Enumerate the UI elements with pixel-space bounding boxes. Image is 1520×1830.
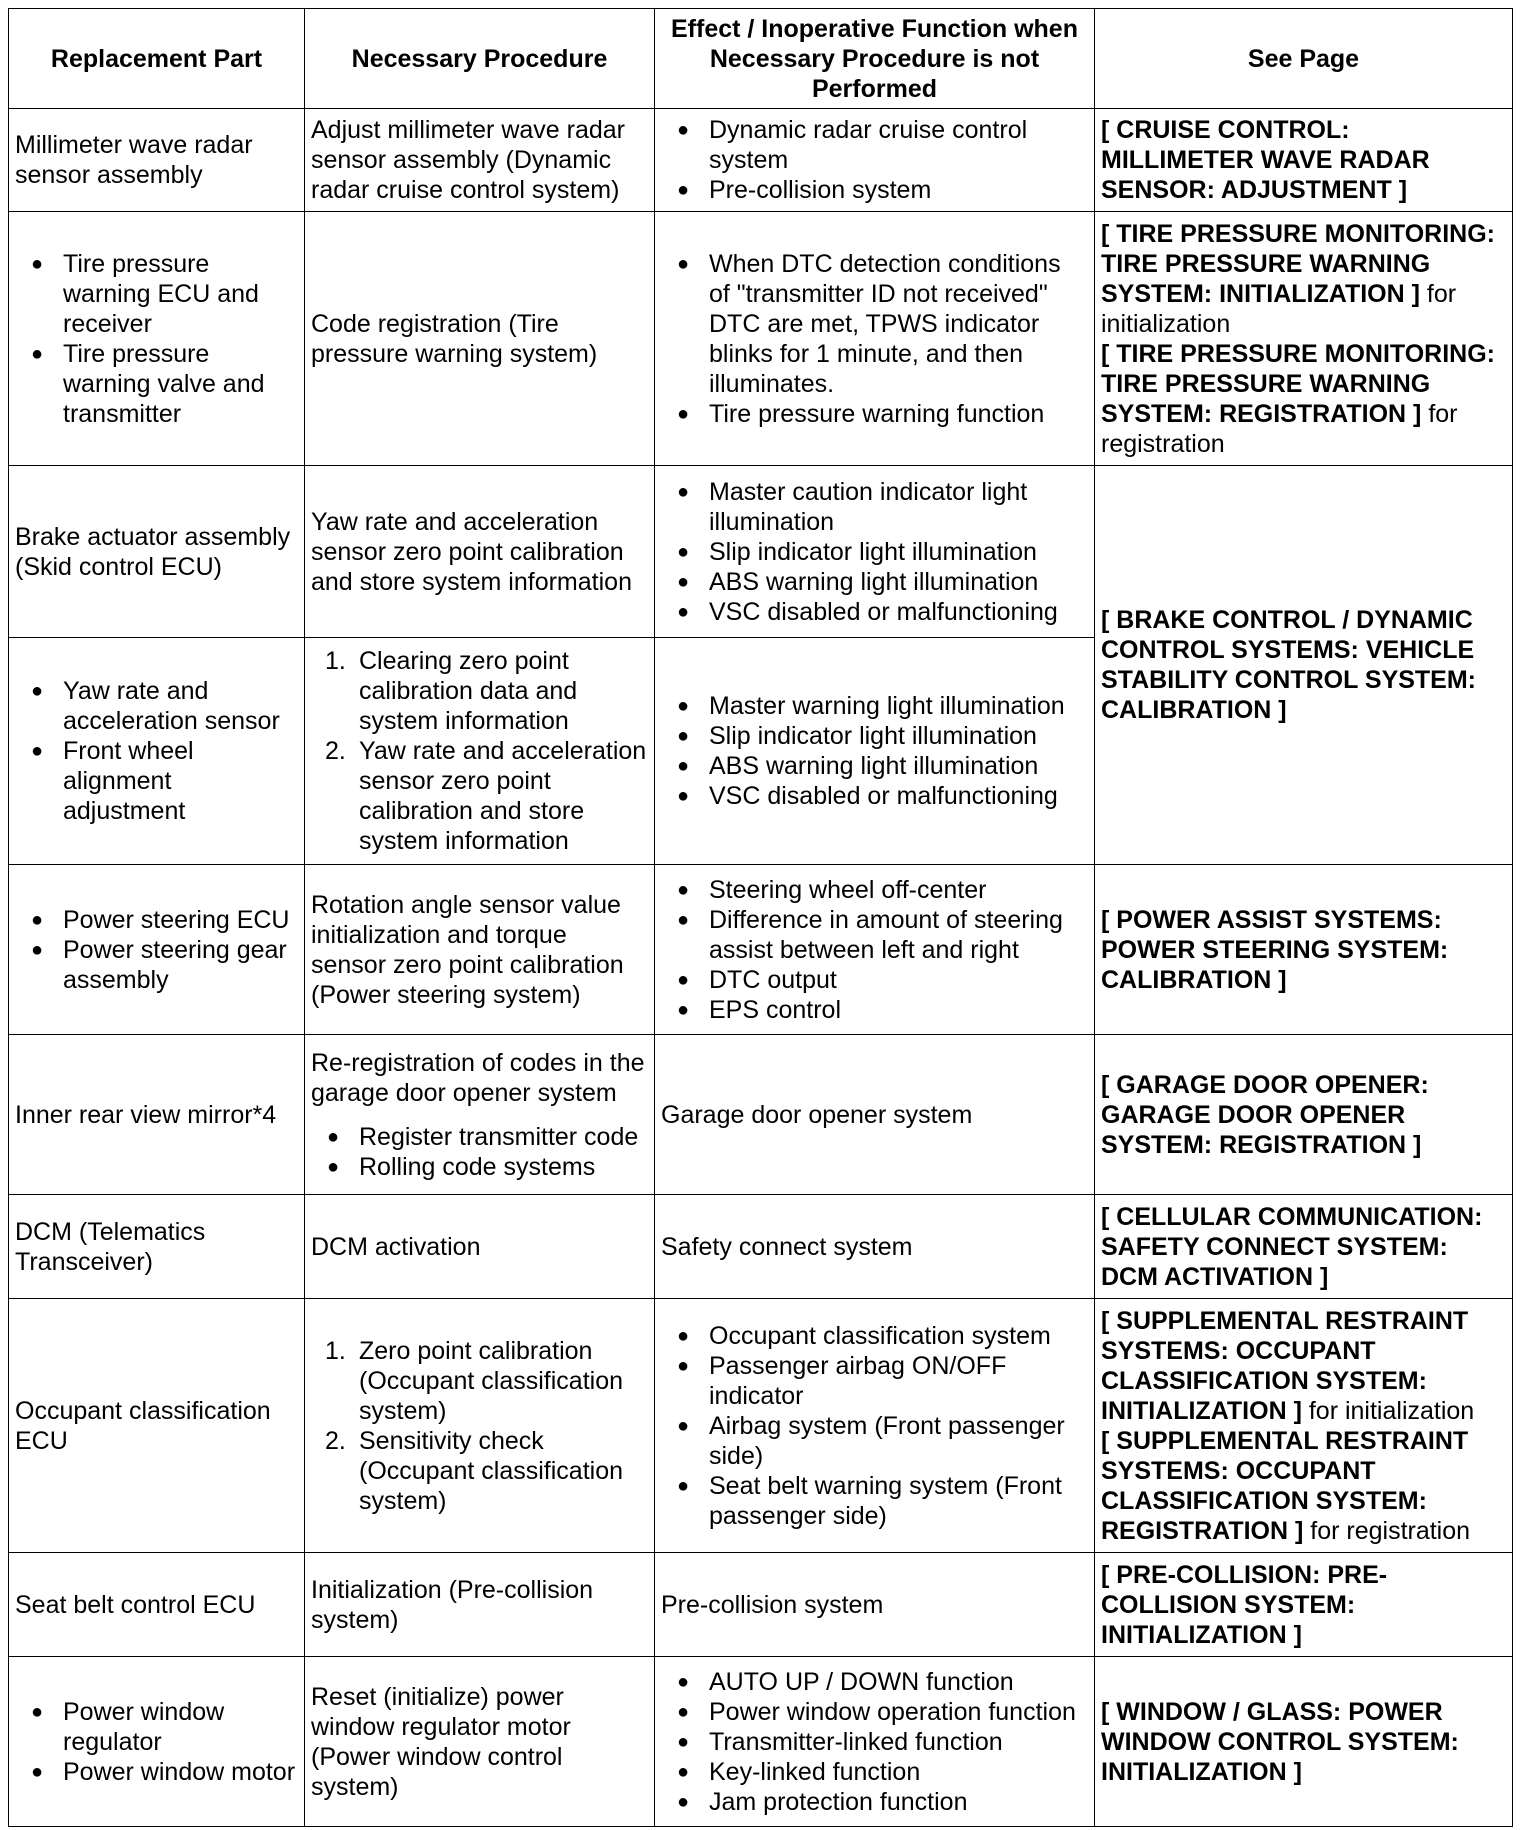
see-page-note: for registration xyxy=(1303,1516,1471,1545)
see-page-link[interactable]: [ CELLULAR COMMUNICATION: SAFETY CONNECT SYSTEM: DCM ACTIVATION ] xyxy=(1101,1202,1483,1291)
part-cell: Seat belt control ECU xyxy=(9,1553,305,1657)
see-page-link[interactable]: [ POWER ASSIST SYSTEMS: POWER STEERING SYSTEM: CALIBRATION ] xyxy=(1101,905,1449,994)
part-item: ● Power window regulator xyxy=(15,1697,298,1757)
procedure-cell: Rotation angle sensor value initialization and torque sensor zero point calibration (Power steering system) xyxy=(305,865,655,1035)
header-necessary-procedure: Necessary Procedure xyxy=(305,9,655,109)
part-cell: DCM (Telematics Transceiver) xyxy=(9,1195,305,1299)
part-item: ● Power steering ECU xyxy=(15,905,298,935)
effect-cell xyxy=(655,466,1095,638)
header-replacement-part: Replacement Part xyxy=(9,9,305,109)
effect-item: ● EPS control xyxy=(661,995,1088,1025)
procedure-step: 1. Zero point calibration (Occupant classification system) xyxy=(325,1336,624,1425)
see-page-link[interactable]: [ BRAKE CONTROL / DYNAMIC CONTROL SYSTEMS: VEHICLE STABILITY CONTROL SYSTEM: CALIBRATION ] xyxy=(1101,606,1477,724)
effect-item: ● Tire pressure warning function xyxy=(661,399,1088,429)
effect-item: ● Passenger airbag ON/OFF indicator xyxy=(661,1351,1088,1411)
procedure-step: 1. Clearing zero point calibration data and system information xyxy=(325,647,578,735)
table-row xyxy=(9,212,1513,466)
effect-item: ● DTC output xyxy=(661,965,1088,995)
see-page-note: for initialization xyxy=(1101,279,1457,338)
procedure-cell: DCM activation xyxy=(305,1195,655,1299)
procedure-cell xyxy=(305,638,655,865)
effect-item: ● Key-linked function xyxy=(661,1757,1088,1787)
procedure-item: ● Rolling code systems xyxy=(311,1152,648,1182)
part-cell: Inner rear view mirror*4 xyxy=(9,1035,305,1195)
see-page-link[interactable]: [ TIRE PRESSURE MONITORING: TIRE PRESSURE WARNING SYSTEM: INITIALIZATION ] xyxy=(1101,219,1496,308)
effect-item: ● Occupant classification system xyxy=(661,1321,1088,1351)
procedure-cell xyxy=(305,1035,655,1195)
part-cell xyxy=(9,865,305,1035)
table-row xyxy=(9,109,1513,212)
procedure-cell: Yaw rate and acceleration sensor zero point calibration and store system information xyxy=(305,466,655,638)
part-cell xyxy=(9,1657,305,1827)
effect-item: ● Dynamic radar cruise control system xyxy=(661,115,1088,175)
procedure-step: 2. Sensitivity check (Occupant classification system) xyxy=(325,1426,624,1515)
part-item: ● Front wheel alignment adjustment xyxy=(15,736,298,826)
effect-item: ● Slip indicator light illumination xyxy=(661,537,1088,567)
effect-item: ● Slip indicator light illumination xyxy=(661,721,1088,751)
see-page-link[interactable]: [ SUPPLEMENTAL RESTRAINT SYSTEMS: OCCUPANT CLASSIFICATION SYSTEM: REGISTRATION ] xyxy=(1101,1426,1469,1545)
see-page-cell xyxy=(1095,1553,1513,1657)
procedure-cell: Initialization (Pre-collision system) xyxy=(305,1553,655,1657)
part-item: ● Yaw rate and acceleration sensor xyxy=(15,676,298,736)
effect-item: ● Pre-collision system xyxy=(661,175,1088,205)
effect-cell xyxy=(655,109,1095,212)
effect-item: ● VSC disabled or malfunctioning xyxy=(661,781,1088,811)
effect-cell xyxy=(655,638,1095,865)
replacement-procedures-table xyxy=(8,8,1513,1827)
procedure-step-text: Sensitivity check (Occupant classification system) xyxy=(359,1426,624,1515)
procedure-step-text: Yaw rate and acceleration sensor zero point calibration and store system information xyxy=(359,737,647,855)
table-row xyxy=(9,1299,1513,1553)
table-row xyxy=(9,1657,1513,1827)
procedure-step-text: Clearing zero point calibration data and system information xyxy=(359,647,578,735)
part-cell xyxy=(9,212,305,466)
effect-item: ● Power window operation function xyxy=(661,1697,1088,1727)
procedure-cell: Adjust millimeter wave radar sensor assembly (Dynamic radar cruise control system) xyxy=(305,109,655,212)
see-page-cell xyxy=(1095,1035,1513,1195)
part-cell xyxy=(9,638,305,865)
procedure-step-text: Zero point calibration (Occupant classification system) xyxy=(359,1336,624,1425)
table-row xyxy=(9,1553,1513,1657)
effect-item: ● Steering wheel off-center xyxy=(661,875,1088,905)
part-cell: Millimeter wave radar sensor assembly xyxy=(9,109,305,212)
see-page-cell xyxy=(1095,212,1513,466)
part-item: ● Tire pressure warning valve and transmitter xyxy=(15,339,298,429)
effect-item: ● Airbag system (Front passenger side) xyxy=(661,1411,1088,1471)
see-page-cell xyxy=(1095,1195,1513,1299)
see-page-cell xyxy=(1095,1657,1513,1827)
procedure-cell: Code registration (Tire pressure warning system) xyxy=(305,212,655,466)
procedure-text: Re-registration of codes in the garage door opener system xyxy=(311,1048,645,1107)
see-page-cell xyxy=(1095,865,1513,1035)
see-page-link[interactable]: [ PRE-COLLISION: PRE-COLLISION SYSTEM: INITIALIZATION ] xyxy=(1101,1560,1388,1649)
effect-item: ● VSC disabled or malfunctioning xyxy=(661,597,1088,627)
see-page-link[interactable]: [ CRUISE CONTROL: MILLIMETER WAVE RADAR SENSOR: ADJUSTMENT ] xyxy=(1101,116,1430,204)
see-page-cell xyxy=(1095,109,1513,212)
effect-item: ● Seat belt warning system (Front passenger side) xyxy=(661,1471,1088,1531)
effect-item: ● Master warning light illumination xyxy=(661,691,1088,721)
procedure-item: ● Register transmitter code xyxy=(311,1122,648,1152)
effect-cell xyxy=(655,865,1095,1035)
effect-cell xyxy=(655,212,1095,466)
procedure-cell: Reset (initialize) power window regulator motor (Power window control system) xyxy=(305,1657,655,1827)
effect-item: ● Transmitter-linked function xyxy=(661,1727,1088,1757)
see-page-link[interactable]: [ GARAGE DOOR OPENER: GARAGE DOOR OPENER SYSTEM: REGISTRATION ] xyxy=(1101,1070,1429,1159)
procedure-step: 2. Yaw rate and acceleration sensor zero point calibration and store system information xyxy=(325,737,647,855)
part-item: ● Tire pressure warning ECU and receiver xyxy=(15,249,298,339)
effect-item: ● Master caution indicator light illumination xyxy=(661,477,1088,537)
effect-item: ● Jam protection function xyxy=(661,1787,1088,1817)
part-item: ● Power window motor xyxy=(15,1757,298,1787)
table-row xyxy=(9,1195,1513,1299)
part-cell: Brake actuator assembly (Skid control ECU) xyxy=(9,466,305,638)
effect-item: ● Difference in amount of steering assist between left and right xyxy=(661,905,1088,965)
effect-cell: Garage door opener system xyxy=(655,1035,1095,1195)
see-page-link[interactable]: [ TIRE PRESSURE MONITORING: TIRE PRESSURE WARNING SYSTEM: REGISTRATION ] xyxy=(1101,339,1496,428)
see-page-cell xyxy=(1095,1299,1513,1553)
effect-cell xyxy=(655,1299,1095,1553)
effect-cell: Safety connect system xyxy=(655,1195,1095,1299)
effect-cell xyxy=(655,1657,1095,1827)
see-page-link[interactable]: [ WINDOW / GLASS: POWER WINDOW CONTROL SYSTEM: INITIALIZATION ] xyxy=(1101,1697,1459,1786)
see-page-note: for initialization xyxy=(1301,1396,1475,1425)
see-page-link[interactable]: [ SUPPLEMENTAL RESTRAINT SYSTEMS: OCCUPANT CLASSIFICATION SYSTEM: INITIALIZATION ] xyxy=(1101,1306,1469,1425)
procedure-cell xyxy=(305,1299,655,1553)
part-item: ● Power steering gear assembly xyxy=(15,935,298,995)
effect-item: ● ABS warning light illumination xyxy=(661,751,1088,781)
see-page-cell xyxy=(1095,466,1513,865)
header-row xyxy=(9,9,1513,109)
part-cell: Occupant classification ECU xyxy=(9,1299,305,1553)
table-row xyxy=(9,466,1513,638)
effect-item: ● AUTO UP / DOWN function xyxy=(661,1667,1088,1697)
see-page-note: for registration xyxy=(1101,399,1458,458)
header-see-page: See Page xyxy=(1095,9,1513,109)
header-effect: Effect / Inoperative Function when Necessary Procedure is not Performed xyxy=(655,9,1095,109)
table-row xyxy=(9,865,1513,1035)
effect-item: ● ABS warning light illumination xyxy=(661,567,1088,597)
effect-cell: Pre-collision system xyxy=(655,1553,1095,1657)
table-row xyxy=(9,1035,1513,1195)
effect-item: ● When DTC detection conditions of "transmitter ID not received" DTC are met, TPWS indicator blinks for 1 minute, and then illuminates. xyxy=(661,249,1088,399)
